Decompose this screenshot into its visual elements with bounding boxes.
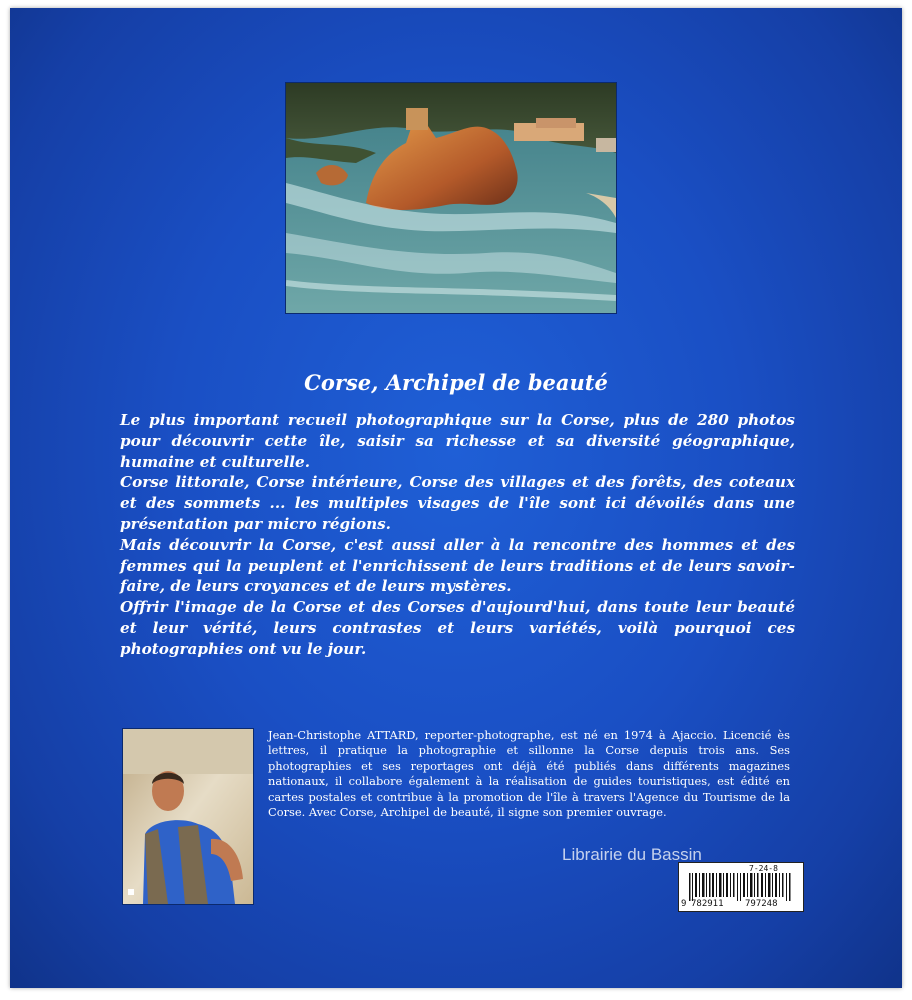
author-photo <box>122 728 254 905</box>
isbn-barcode <box>678 862 804 912</box>
barcode-digits-left: 782911 <box>691 899 724 909</box>
book-description <box>120 410 795 660</box>
author-biography: Jean-Christophe ATTARD, reporter-photographe, est né en 1974 à Ajaccio. Licencié ès lettres, il pratique la photographie et sillonne la Corse depuis trois ans. Ses photographies et ses reportages ont déjà été publiés dans différents magazines nationaux, il collabore également à la réalisation de guides touristiques, est édité en cartes postales et contribue à la promotion de l'île à travers l'Agence du Tourisme de la Corse. Avec Corse, Archipel de beauté, il signe son premier ouvrage. <box>268 728 790 820</box>
barcode-left-digit: 9 <box>681 899 687 909</box>
description-paragraph: Corse littorale, Corse intérieure, Corse des villages et des forêts, des coteaux et des sommets ... les multiples visages de l'île sont ici dévoilés dans une présentation par micro régions. <box>120 473 795 533</box>
book-title: Corse, Archipel de beauté <box>304 370 608 395</box>
description-paragraph: Mais découvrir la Corse, c'est aussi aller à la rencontre des hommes et des femmes qui la peuplent et l'enrichissent de leurs traditions et de leurs savoir-faire, de leurs croyances et de leurs mystères. <box>120 535 795 596</box>
seller-watermark: Librairie du Bassin <box>562 845 702 864</box>
isbn-fragment: 7-24-8 <box>749 864 778 873</box>
description-paragraph: Le plus important recueil photographique sur la Corse, plus de 280 photos pour découvrir cette île, saisir sa richesse et sa diversité géographique, humaine et culturelle. <box>120 411 795 471</box>
cover-landscape-photo <box>285 82 617 314</box>
barcode-digits-right: 797248 <box>745 899 778 909</box>
description-paragraph: Offrir l'image de la Corse et des Corses d'aujourd'hui, dans toute leur beauté et leur vérité, leurs contrastes et leurs variétés, voilà pourquoi ces photographies ont vu le jour. <box>120 598 795 658</box>
